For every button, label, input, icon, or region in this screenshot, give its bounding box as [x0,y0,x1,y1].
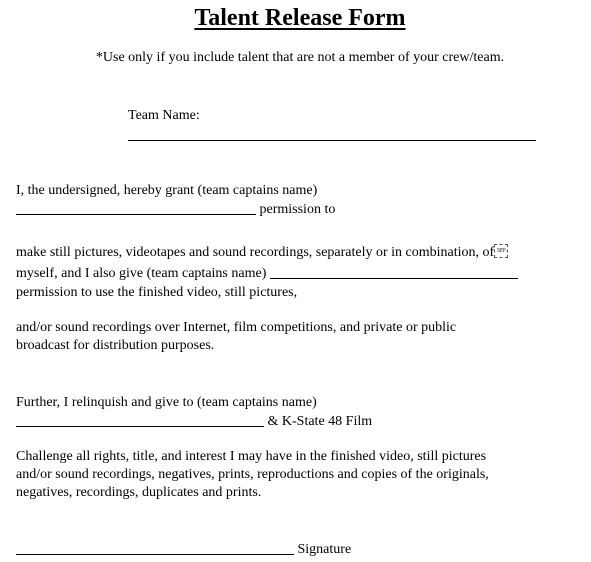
relinquish-line-2 [16,412,372,431]
captain-name-blank-3[interactable] [16,412,264,427]
team-name-label: Team Name: [128,108,200,123]
broadcast-text: broadcast for distribution purposes. [16,338,215,353]
captain-name-blank-1[interactable] [16,200,256,215]
relinquish-text: Further, I relinquish and give to (team captains name) [16,395,317,410]
form-title: Talent Release Form [194,5,406,31]
grant-text: I, the undersigned, hereby grant (team captains name) [16,183,318,198]
usage-note: *Use only if you include talent that are not a member of your crew/team. [95,50,505,65]
permission-use-text: permission to use the finished video, still pictures, [16,285,298,300]
signature-blank[interactable] [16,540,294,555]
signature-label: Signature [297,542,352,557]
rights-text-1: Challenge all rights, title, and interest I may have in the finished video, still pictures [16,449,487,464]
recordings-text-line: make still pictures, videotapes and sound recordings, separately or in combination, of [16,245,495,260]
separator-mark-icon: SEP [494,244,508,258]
recordings-text [16,244,508,262]
also-give-line [16,264,518,283]
captain-name-blank-2[interactable] [270,264,518,279]
signature-line [16,540,351,559]
internet-text: and/or sound recordings over Internet, film competitions, and private or public [16,320,457,335]
also-give-text: myself, and I also give (team captains name) [16,266,267,281]
rights-text-3: negatives, recordings, duplicates and prints. [16,485,262,500]
rights-text-2: and/or sound recordings, negatives, prints, reproductions and copies of the originals, [16,467,489,482]
team-name-blank[interactable] [128,140,536,141]
grant-line-2 [16,200,335,219]
permission-text: permission to [259,202,336,217]
kstate-text: & K-State 48 Film [267,414,373,429]
